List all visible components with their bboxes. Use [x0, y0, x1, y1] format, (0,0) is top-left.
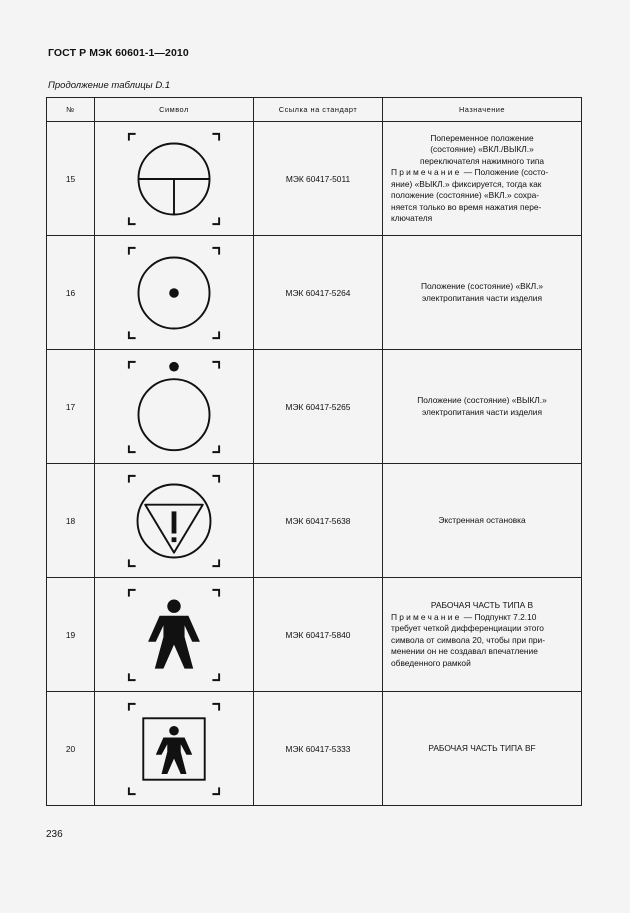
symbol-cell	[95, 122, 254, 236]
standard-reference: МЭК 60417-5264	[254, 236, 383, 350]
purpose-line: электропитания части изделия	[421, 406, 543, 417]
purpose-cell	[383, 122, 582, 236]
purpose-line: Положение (состояние) «ВЫКЛ.»	[417, 395, 547, 405]
column-header-purpose: Назначение	[383, 98, 582, 122]
purpose-line: Положение (состояние) «ВКЛ.»	[420, 281, 544, 291]
symbol-cell	[95, 578, 254, 692]
purpose-cell	[383, 578, 582, 692]
note-text: — Подпункт 7.2.10 требует четкой дифференциации этого символа от символа 20, чтобы при при- менении он не создавал впечатление обведенного рамкой	[391, 611, 546, 668]
purpose-line: (состояние) «ВКЛ./ВЫКЛ.»	[430, 144, 534, 154]
table-row	[47, 350, 582, 464]
table-row	[47, 464, 582, 578]
standard-reference: МЭК 60417-5265	[254, 350, 383, 464]
purpose-cell	[383, 464, 582, 578]
symbol-cell	[95, 236, 254, 350]
purpose-line: РАБОЧАЯ ЧАСТЬ ТИПА BF	[428, 742, 536, 753]
note-label: Примечание	[391, 611, 462, 622]
note	[391, 167, 573, 225]
type-b-applied-part-icon	[126, 587, 222, 683]
table-row	[47, 692, 582, 806]
purpose-cell	[383, 350, 582, 464]
purpose-line: РАБОЧАЯ ЧАСТЬ ТИПА B	[430, 600, 534, 610]
purpose-line: Экстренная остановка	[438, 514, 526, 525]
purpose-cell	[383, 692, 582, 806]
standard-reference: МЭК 60417-5011	[254, 122, 383, 236]
column-header-reference: Ссылка на стандарт	[254, 98, 383, 122]
type-bf-applied-part-icon	[126, 701, 222, 797]
row-number: 18	[47, 464, 95, 578]
symbol-cell	[95, 350, 254, 464]
purpose-line: электропитания части изделия	[421, 292, 543, 303]
emergency-stop-icon	[126, 473, 222, 569]
standard-reference: МЭК 60417-5333	[254, 692, 383, 806]
column-header-number: №	[47, 98, 95, 122]
symbol-cell	[95, 464, 254, 578]
table-row	[47, 578, 582, 692]
row-number: 19	[47, 578, 95, 692]
standard-reference: МЭК 60417-5840	[254, 578, 383, 692]
note-label: Примечание	[391, 167, 462, 177]
note	[391, 612, 573, 670]
column-header-symbol: Символ	[95, 98, 254, 122]
on-off-push-button-icon	[126, 131, 222, 227]
row-number: 17	[47, 350, 95, 464]
purpose-line: Попеременное положение	[430, 132, 534, 143]
table-caption: Продолжение таблицы D.1	[48, 80, 171, 91]
row-number: 20	[47, 692, 95, 806]
purpose-line: переключателя нажимного типа	[419, 155, 545, 166]
purpose-cell	[383, 236, 582, 350]
note-text: — Положение (состо- яние) «ВЫКЛ.» фиксируется, тогда как положение (состояние) «ВКЛ.» сохра- няется только во время нажатия пере- ключателя	[391, 167, 549, 223]
row-number: 16	[47, 236, 95, 350]
table-header-row	[47, 98, 582, 122]
power-on-part-icon	[126, 245, 222, 341]
document-header: ГОСТ Р МЭК 60601-1—2010	[48, 47, 189, 59]
symbols-table	[46, 97, 582, 806]
row-number: 15	[47, 122, 95, 236]
page-number: 236	[46, 829, 63, 840]
table-row	[47, 122, 582, 236]
table-row	[47, 236, 582, 350]
symbol-cell	[95, 692, 254, 806]
standard-reference: МЭК 60417-5638	[254, 464, 383, 578]
power-off-part-icon	[126, 359, 222, 455]
